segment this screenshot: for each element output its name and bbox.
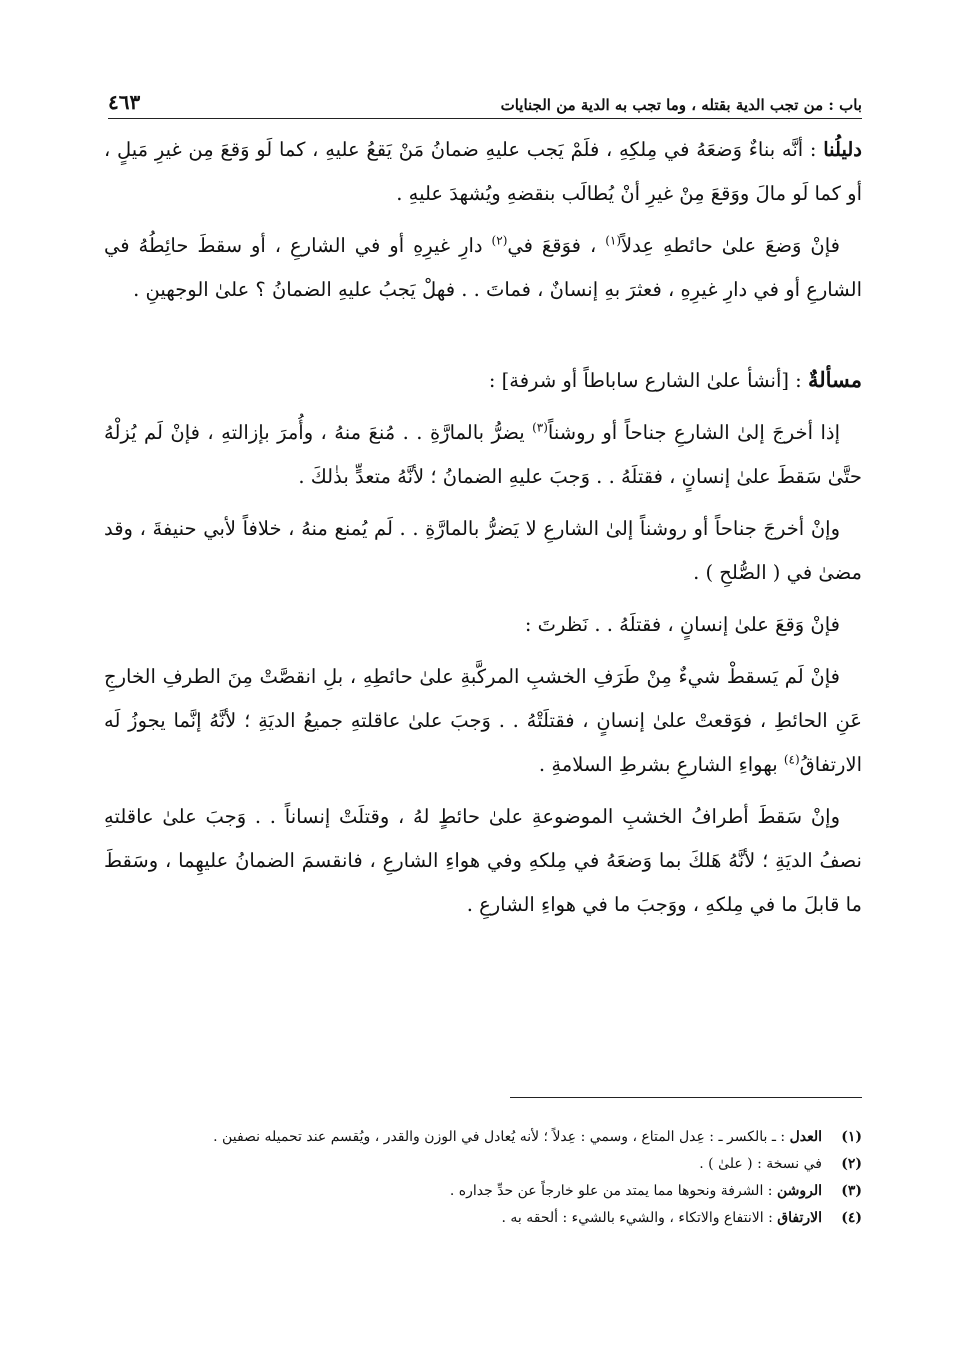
footnote-ref-4[interactable]: (٤) xyxy=(783,752,800,767)
evidence-text: : أنَّه بناءٌ وَضعَهُ في مِلكِهِ ، فلَمْ يَجب عليهِ ضمانُ مَنْ يَقعُ عليهِ ، كما لَو وَقعَ مِن غيرِ مَيلٍ ، أو كما لَو مالَ ووَقعَ مِنْ غيرِ أنْ يُطالَب بنقضهِ ويُشهدَ عليهِ . xyxy=(104,138,862,205)
footnote-3 xyxy=(104,1179,862,1204)
chapter-title: باب : من تجب الدية بقتله ، وما تجب به الدية من الجنايات xyxy=(500,96,862,114)
paragraph-falls-on-person: فإنْ وَقعَ علىٰ إنسانٍ ، فقتلَهُ . . نَظرتَ : xyxy=(524,613,840,636)
footnote-number: (٢) xyxy=(841,1156,862,1172)
footnote-term: الروشن xyxy=(776,1183,822,1199)
paragraph-harmful-projection xyxy=(104,411,862,499)
footnote-separator xyxy=(510,1097,862,1098)
text-run: فإنْ لَم يَسقطْ شيءٌ مِنْ طَرَفِ الخشبِ المركَّبةِ علىٰ حائطِهِ ، بلِ انقصَّتْ مِنَ الطرفِ الخارجِ عَنِ الحائطِ ، فوَقعتْ علىٰ إنسانٍ ، فقتلَتْهُ . . وَجبَ علىٰ عاقلتهِ جميعُ الديَةِ ؛ لأنَّهُ إنَّما يجوزُ لَه الارتفاقُ xyxy=(104,665,862,776)
footnote-2 xyxy=(104,1152,862,1177)
footnote-number: (٤) xyxy=(841,1210,862,1226)
footnote-number: (٣) xyxy=(841,1183,862,1199)
footnote-ref-2[interactable]: (٢) xyxy=(491,233,508,248)
footnote-body xyxy=(104,1125,822,1150)
footnote-ref-1[interactable]: (١) xyxy=(605,233,622,248)
footnote-body xyxy=(104,1152,822,1177)
masala-heading xyxy=(104,358,862,403)
footnotes xyxy=(104,1125,862,1233)
text-run: إذا أخرجَ إلىٰ الشارعِ جناحاً أو روشناً xyxy=(547,421,840,444)
footnote-text: : الانتفاع والاتكاء ، والشيء بالشيء : ألحقه به . xyxy=(501,1210,778,1226)
paragraph-harmless-projection: وإنْ أخرجَ جناحاً أو روشناً إلىٰ الشارعِ لا يَضرُّ بالمارَّةِ . . لَم يُمنع منهُ ، خلافاً لأبي حنيفةَ ، وقد مضىٰ في ( الصُّلحِ ) . xyxy=(104,517,862,584)
running-header xyxy=(108,80,862,119)
page-number: ٤٦٣ xyxy=(108,90,141,114)
footnote-ref-3[interactable]: (٣) xyxy=(532,420,548,435)
footnote-text: : ـ بالكسر ـ : عِدل المتاع ، وسمي : عِدلاً ؛ لأنه يُعادل في الوزن والقدر ، ويُقسم عند تحميله نصفين . xyxy=(213,1129,790,1145)
paragraph-whole-beams-fall: وإنْ سَقطَ أطرافُ الخشبِ الموضوعةِ علىٰ حائطٍ لهُ ، وقتلَتْ إنساناً . . وَجبَ علىٰ عاقلتهِ نصفُ الديَةِ ؛ لأنَّهُ هَلكَ بما وَضعَهُ في مِلكهِ وفي هواءِ الشارعِ ، فانقسمَ الضمانُ عليهِما ، وسَقطَ ما قابلَ ما في مِلكهِ ، ووَجبَ ما في هواءِ الشارعِ . xyxy=(104,805,862,916)
text-run: فإنْ وَضعَ علىٰ حائطهِ عِدلاً xyxy=(621,234,840,257)
footnote-text: : الشرفة ونحوها مما يمتد من علو خارجاً عن حدِّ جداره . xyxy=(449,1183,777,1199)
footnote-4 xyxy=(104,1206,862,1231)
evidence-label: دليلُنا xyxy=(823,138,862,161)
masala-title: : [أنشأ علىٰ الشارع ساباطاً أو شرفة] : xyxy=(488,369,808,392)
footnote-term: العدل xyxy=(789,1129,822,1145)
text-run: ، فوَقعَ في xyxy=(507,234,606,257)
paragraph-evidence xyxy=(104,128,862,216)
footnote-1 xyxy=(104,1125,862,1150)
main-text xyxy=(104,128,862,935)
paragraph-outer-part-falls xyxy=(104,655,862,787)
footnote-text: في نسخة : ( علىٰ ) . xyxy=(699,1156,822,1172)
masala-label: مسألةٌ xyxy=(807,367,862,392)
paragraph-wall-load xyxy=(104,224,862,312)
footnote-body xyxy=(104,1179,822,1204)
text-run: بهواءِ الشارعِ بشرطِ السلامةِ . xyxy=(538,753,784,776)
text-run: يضرُّ بالمارَّةِ . . مُنعَ منهُ ، وأُمرَ بإزالتهِ ، فإنْ لَم يُزلْهُ حتَّىٰ سَقطَ علىٰ إنسانٍ ، فقتلَهُ . . وَجبَ عليهِ الضمانُ ؛ لأنَّهُ متعدٍّ بذٰلكَ . xyxy=(104,421,862,488)
footnote-body xyxy=(104,1206,822,1231)
footnote-number: (١) xyxy=(841,1129,862,1145)
footnote-term: الارتفاق xyxy=(777,1210,822,1226)
text-run: دارِ غيرِهِ أو في الشارعِ ، أو سقطَ حائِطُهُ في الشارعِ أو في دارِ غيرِهِ ، فعثرَ بهِ إنسانٌ ، فماتَ . . فهلْ يَجبُ عليهِ الضمانُ ؟ علىٰ الوجهينِ . xyxy=(104,234,862,301)
